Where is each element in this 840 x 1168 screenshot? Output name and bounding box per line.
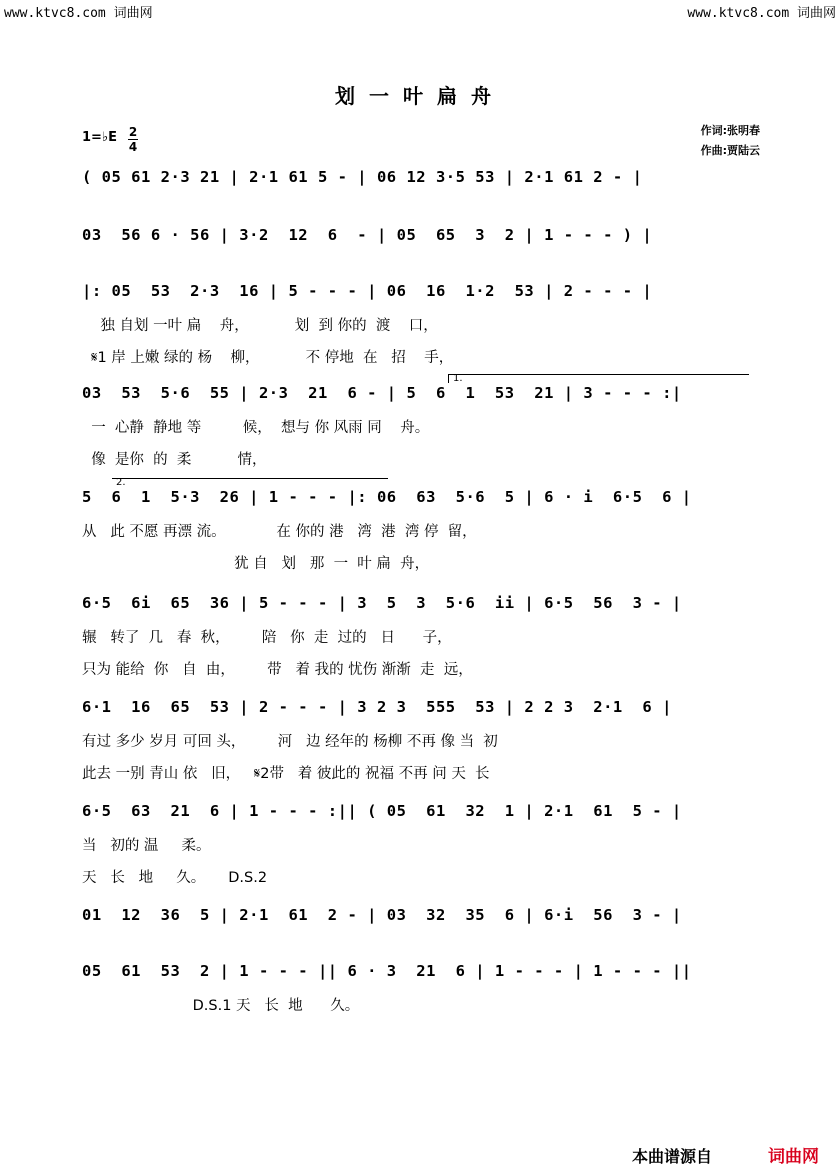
notation-line-10: 05 61 53 2 | 1 - - - || 6 · 3 21 6 | 1 - - - | 1 - - - || [82, 962, 692, 980]
lyric-line: 一 心静 静地 等 候， 想与 你 风雨 同 舟。 [82, 420, 430, 436]
footer-site-logo[interactable]: 词曲网 [768, 1147, 819, 1167]
key-signature: 1=♭E [82, 130, 117, 145]
notation-line-5: 5 6 1 5·3 26 | 1 - - - |: 06 63 5·6 5 | 6 · i 6·5 6 | [82, 488, 692, 506]
lyric-line: 犹 自 划 那 一 叶 扁 舟， [82, 556, 430, 572]
notation-line-4: 03 53 5·6 55 | 2·3 21 6 - | 5 6 1 53 21 | 3 - - - :| [82, 384, 682, 402]
notation-line-3: |: 05 53 2·3 16 | 5 - - - | 06 16 1·2 53 | 2 - - - | [82, 282, 653, 300]
lyric-line: 从 此 不愿 再漂 流。 在 你的 港 湾 港 湾 停 留， [82, 524, 477, 540]
song-title: 划一叶扁舟 [335, 84, 505, 108]
notation-line-1: ( 05 61 2·3 21 | 2·1 61 5 - | 06 12 3·5 53 | 2·1 61 2 - | [82, 168, 643, 186]
site-watermark-left: www.ktvc8.com 词曲网 [4, 6, 153, 21]
lyric-line: 有过 多少 岁月 可回 头， 河 边 经年的 杨柳 不再 像 当 初 [82, 734, 498, 750]
lyric-line: D.S.1 天 长 地 久。 [82, 998, 360, 1014]
lyric-line: 独 自划 一叶 扁 舟， 划 到 你的 渡 口， [82, 318, 438, 334]
notation-line-7: 6·1 16 65 53 | 2 - - - | 3 2 3 555 53 | 2 2 3 2·1 6 | [82, 698, 672, 716]
lyric-line: 天 长 地 久。 D.S.2 [82, 870, 268, 886]
volta-bracket-2: 2. [112, 478, 388, 487]
lyric-line: 辗 转了 几 春 秋， 陪 你 走 过的 日 子， [82, 630, 452, 646]
lyric-line: 只为 能给 你 自 由， 带 着 我的 忧伤 渐渐 走 远， [82, 662, 473, 678]
lyricist-credit: 作词:张明春 [700, 124, 760, 137]
notation-line-2: 03 56 6 · 56 | 3·2 12 6 - | 05 65 3 2 | 1 - - - ) | [82, 226, 653, 244]
footer-source-label: 本曲谱源自 [632, 1147, 713, 1166]
lyric-line: 𝄋1 岸 上嫩 绿的 杨 柳， 不 停地 在 招 手， [82, 350, 454, 366]
lyric-line: 像 是你 的 柔 情， [82, 452, 267, 468]
lyric-line: 当 初的 温 柔。 [82, 838, 211, 854]
notation-line-6: 6·5 6i 65 36 | 5 - - - | 3 5 3 5·6 ii | 6·5 56 3 - | [82, 594, 682, 612]
time-bottom: 4 [128, 140, 138, 154]
site-watermark-right: www.ktvc8.com 词曲网 [687, 6, 836, 21]
volta-bracket-1: 1. [448, 374, 749, 383]
time-top: 2 [128, 125, 138, 139]
notation-line-9: 01 12 36 5 | 2·1 61 2 - | 03 32 35 6 | 6·i 56 3 - | [82, 906, 682, 924]
lyric-line: 此去 一别 青山 依 旧， 𝄋2带 着 彼此的 祝福 不再 问 天 长 [82, 766, 490, 782]
composer-credit: 作曲:贾陆云 [700, 144, 760, 157]
notation-line-8: 6·5 63 21 6 | 1 - - - :|| ( 05 61 32 1 | 2·1 61 5 - | [82, 802, 682, 820]
time-signature [128, 126, 138, 153]
